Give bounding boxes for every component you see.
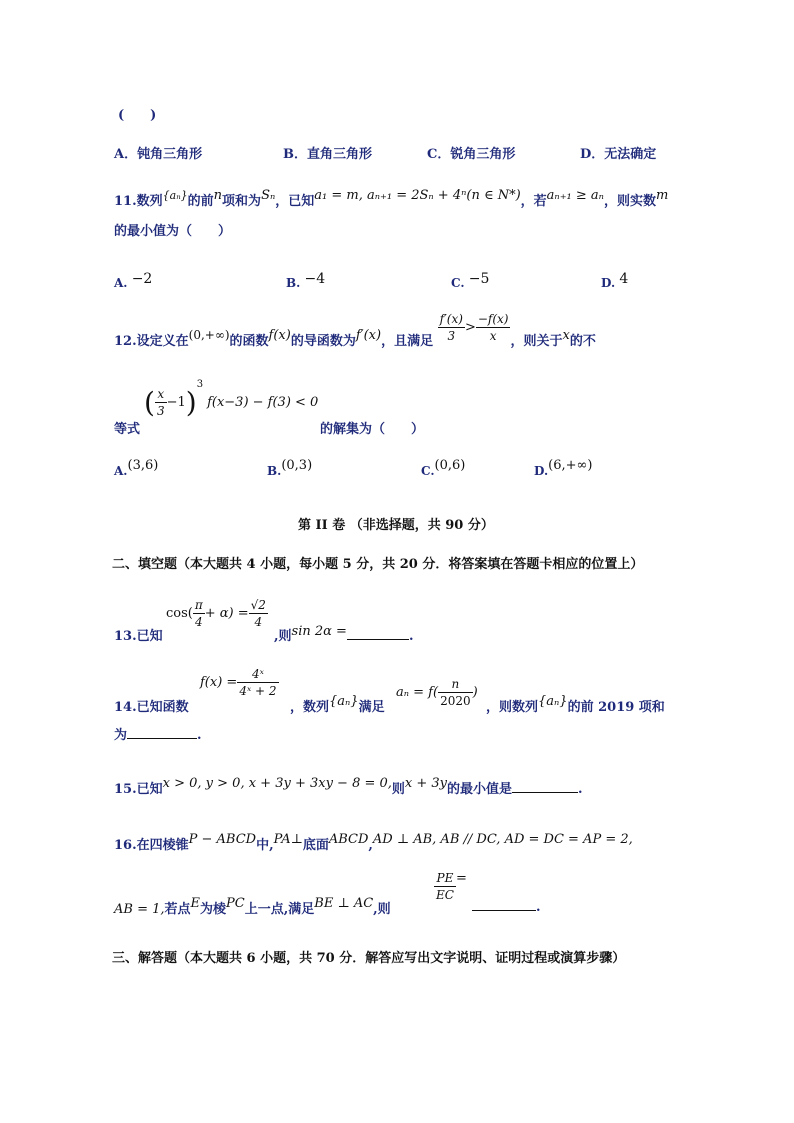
option-value: (0,6) <box>434 458 466 473</box>
q16-ratio <box>434 870 467 903</box>
q13-text: ,则 <box>274 629 292 644</box>
option-label: D. <box>534 464 549 478</box>
option-label: A. <box>114 464 128 478</box>
q14-label <box>114 696 189 715</box>
option-value: −5 <box>468 271 490 287</box>
q16-base: ABCD <box>328 832 369 847</box>
q14-function <box>200 666 279 699</box>
option-value: −2 <box>131 271 153 287</box>
q12-text: 设定义在 <box>136 334 189 349</box>
q12-frac2 <box>476 311 511 344</box>
q13-period: . <box>408 629 414 644</box>
q14-end <box>486 696 665 715</box>
q15-answer-blank[interactable] <box>512 780 578 793</box>
q16-perp: BE ⊥ AC <box>314 896 374 911</box>
q11-option-a[interactable] <box>114 271 153 291</box>
q13-tail <box>274 625 413 644</box>
q11-line1 <box>114 190 668 209</box>
q11-option-b[interactable] <box>286 271 326 291</box>
frac-numerator: √2 <box>250 598 266 612</box>
option-label: C. <box>451 276 465 290</box>
q11-number: 11. <box>114 194 137 209</box>
q14-text: 已知函数 <box>136 700 189 715</box>
frac-denominator: 2020 <box>440 694 471 708</box>
q13-label <box>114 625 163 644</box>
q15-text: 则 <box>391 782 405 797</box>
q16-number: 16. <box>114 838 137 853</box>
q12-inequality <box>144 378 319 419</box>
q14-text: 的前 2019 项和 <box>567 700 665 715</box>
frac-numerator: 4ˣ <box>237 666 278 683</box>
q16-text: 上一点,满足 <box>244 902 315 917</box>
frac-numerator: PE <box>434 870 456 887</box>
q15-condition: x > 0, y > 0, x + 3y + 3xy − 8 = 0, <box>162 776 392 791</box>
frac-denominator: 4 <box>254 615 263 629</box>
q12-frac1 <box>438 311 465 344</box>
q12-option-c[interactable] <box>421 458 466 479</box>
q13-formula <box>166 597 268 630</box>
frac-denominator: x <box>489 329 497 343</box>
q12-domain: (0,+∞) <box>188 328 230 342</box>
q10-option-d[interactable]: D．无法确定 <box>580 147 657 162</box>
q13-cos: cos( <box>166 606 193 621</box>
q10-answer-paren: ( ) <box>118 108 157 123</box>
q14-answer-blank[interactable] <box>127 726 197 739</box>
q16-text: 底面 <box>302 838 329 853</box>
q13-pi-frac <box>193 597 205 630</box>
frac-denominator: 3 <box>156 404 165 418</box>
q11-seq: {aₙ} <box>162 189 188 202</box>
frac-numerator: −f(x) <box>477 312 509 326</box>
q16-text: 在四棱锥 <box>136 838 189 853</box>
q16-answer-blank[interactable] <box>472 898 536 911</box>
q12-ineq-tail: f(x−3) − f(3) < 0 <box>207 395 319 410</box>
q16-equals: = <box>455 871 467 886</box>
q10-option-a[interactable]: A．钝角三角形 <box>114 147 203 162</box>
q12-inner-frac <box>155 386 167 419</box>
option-label: A. <box>114 276 128 290</box>
q11-option-d[interactable] <box>601 271 629 291</box>
q13-plus-alpha: + α) = <box>204 606 249 621</box>
q15-period: . <box>578 782 583 797</box>
q16-frac <box>434 870 456 903</box>
option-value: (3,6) <box>127 458 159 473</box>
q15-text: 的最小值是 <box>447 782 513 797</box>
q12-gt: > <box>464 320 476 335</box>
q13-sqrt-frac <box>249 597 268 630</box>
frac-numerator: n <box>438 676 473 693</box>
q14-period: . <box>197 728 202 743</box>
q12-option-a[interactable] <box>114 458 159 479</box>
frac-numerator: x <box>155 386 167 403</box>
q13-text: 已知 <box>136 629 163 644</box>
q12-text: ，且满足 <box>381 334 434 349</box>
q14-seq-def <box>396 676 478 709</box>
q16-text: 中, <box>256 838 274 853</box>
q15-line <box>114 778 583 797</box>
q14-an2: {aₙ} <box>538 694 568 709</box>
q11-n: n <box>213 188 223 203</box>
frac-denominator: EC <box>436 888 454 902</box>
q16-text: ,则 <box>373 902 391 917</box>
q14-text: 为 <box>114 728 128 743</box>
option-value: (6,+∞) <box>548 458 593 473</box>
q10-option-b[interactable]: B．直角三角形 <box>283 147 372 162</box>
section2-heading: 二、填空题（本大题共 4 小题，每小题 5 分，共 20 分．将答案填在答题卡相应的位置上） <box>112 557 644 572</box>
q14-an-pre: aₙ = f( <box>396 685 439 700</box>
q12-line2-end: 的解集为（ ） <box>320 422 425 437</box>
q15-text: 已知 <box>136 782 163 797</box>
q12-minus-one: −1 <box>166 395 186 410</box>
frac-numerator: f′(x) <box>439 312 463 326</box>
q11-sn: Sₙ <box>261 188 276 203</box>
option-value: −4 <box>304 271 326 287</box>
frac-denominator: 3 <box>447 329 456 343</box>
q14-text: 满足 <box>358 700 385 715</box>
q11-text: 数列 <box>136 194 163 209</box>
q16-blank-wrap <box>472 898 541 915</box>
option-value: (0,3) <box>281 458 313 473</box>
q12-option-d[interactable] <box>534 458 593 479</box>
q11-text: ，则实数 <box>603 194 656 209</box>
q13-answer-blank[interactable] <box>347 627 409 640</box>
q16-pa: PA⊥ <box>273 832 303 847</box>
q16-pyramid: P − ABCD <box>188 832 257 847</box>
frac-denominator: 4 <box>194 615 203 629</box>
q10-option-c[interactable]: C．锐角三角形 <box>427 147 516 162</box>
q14-f-frac <box>237 666 278 699</box>
q11-condition: a₁ = m, aₙ₊₁ = 2Sₙ + 4ⁿ(n ∈ N*) <box>314 188 521 203</box>
q16-pc: PC <box>226 896 245 911</box>
q12-option-b[interactable] <box>267 458 313 479</box>
q16-text: 为棱 <box>200 902 227 917</box>
q11-line2: 的最小值为（ ） <box>114 224 232 239</box>
q15-number: 15. <box>114 782 137 797</box>
paren-right: ) <box>185 386 197 419</box>
q14-line2 <box>114 724 202 743</box>
option-label: D. <box>601 276 616 290</box>
q12-text: 的不 <box>569 334 596 349</box>
q12-power: 3 <box>196 378 204 390</box>
paren-left: ( <box>144 386 155 419</box>
q14-mid <box>290 696 385 715</box>
q12-text: 的导函数为 <box>290 334 356 349</box>
section3-heading: 三、解答题（本大题共 6 小题，共 70 分．解答应写出文字说明、证明过程或演算步骤） <box>112 951 626 966</box>
q13-sin: sin 2α = <box>291 624 347 639</box>
q11-inequality: aₙ₊₁ ≥ aₙ <box>546 188 604 203</box>
part2-title: 第 II 卷 （非选择题，共 90 分） <box>298 518 494 533</box>
q14-text: ，则数列 <box>486 700 539 715</box>
q14-an-post: ) <box>472 685 478 700</box>
frac-denominator: 4ˣ + 2 <box>239 684 277 698</box>
q11-option-c[interactable] <box>451 271 490 291</box>
option-label: B. <box>286 276 301 290</box>
q11-text: 的前 <box>187 194 214 209</box>
q11-text: ，已知 <box>275 194 315 209</box>
q14-number: 14. <box>114 700 137 715</box>
q12-number: 12. <box>114 334 137 349</box>
q16-e: E <box>190 896 201 911</box>
q14-an-frac <box>438 676 473 709</box>
q16-ab: AB = 1, <box>114 902 165 917</box>
q11-m: m <box>655 188 669 203</box>
q12-fpx: f′(x) <box>355 328 382 343</box>
q12-line2-label: 等式 <box>114 422 141 437</box>
option-value: 4 <box>619 271 629 287</box>
option-label: C. <box>421 464 435 478</box>
q16-condition: AD ⊥ AB, AB // DC, AD = DC = AP = 2, <box>372 832 633 847</box>
q16-period: . <box>536 900 541 915</box>
q12-x: x <box>562 328 570 343</box>
q16-line2a <box>114 898 391 917</box>
q11-text: ，若 <box>520 194 547 209</box>
q14-an: {aₙ} <box>329 694 359 709</box>
q15-expr: x + 3y <box>404 776 448 791</box>
option-label: B. <box>267 464 282 478</box>
q16-text: , <box>368 838 373 853</box>
frac-numerator: π <box>194 598 203 612</box>
q13-number: 13. <box>114 629 137 644</box>
q12-line1 <box>114 312 596 358</box>
q12-fx: f(x) <box>268 328 291 343</box>
q12-text: 的函数 <box>229 334 269 349</box>
q11-text: 项和为 <box>222 194 262 209</box>
q14-text: ，数列 <box>290 700 330 715</box>
q16-line1 <box>114 834 633 853</box>
q14-f-pre: f(x) = <box>200 675 238 690</box>
q16-text: 若点 <box>164 902 191 917</box>
q12-text: ，则关于 <box>510 334 563 349</box>
